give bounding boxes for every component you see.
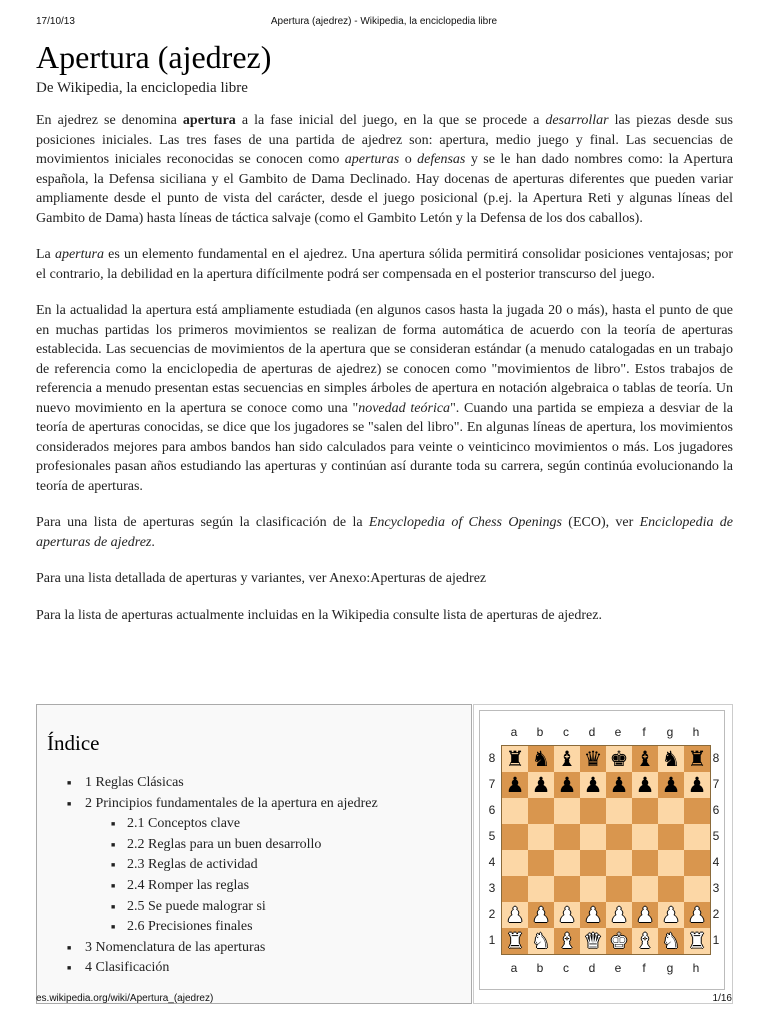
rank-label: 4 (712, 855, 720, 869)
board-square (580, 824, 606, 850)
file-label: d (588, 725, 596, 739)
file-label: g (666, 725, 674, 739)
print-footer (36, 993, 732, 1007)
rank-label: 5 (712, 829, 720, 843)
file-label: b (536, 725, 544, 739)
board-square (606, 824, 632, 850)
paragraph-5 (36, 569, 733, 589)
white-pawn-icon: ♟ (580, 902, 606, 928)
text-run: ". Cuando una partida se empieza a desviar de la teoría de aperturas conocidas, se dice que los jugadores se "salen del libro". En algunas líneas de apertura, los movimientos considerados mejores para ambos bandos han sido calculados para veinte o veinticinco movimientos o más. Los jugadores profesionales pasan años estudiando las aperturas y continúan así durante toda su carrera, según continúa evolucionando la teoría de aperturas. (36, 400, 733, 494)
board-square (580, 876, 606, 902)
toc-item[interactable]: ■ 1 Reglas Clásicas (47, 773, 471, 794)
rank-label: 2 (712, 907, 720, 921)
white-pawn-icon: ♟ (502, 902, 528, 928)
text-run: Para una lista de aperturas según la clasificación de la (36, 515, 369, 530)
file-label: b (536, 961, 544, 975)
text-run: apertura (182, 113, 236, 128)
board-square (658, 850, 684, 876)
file-label: d (588, 961, 596, 975)
toc-heading: Índice (47, 731, 100, 755)
black-knight-icon: ♞ (528, 746, 554, 772)
paragraph-2 (36, 245, 733, 284)
board-square (658, 798, 684, 824)
file-label: c (563, 725, 569, 739)
board-square (528, 850, 554, 876)
black-bishop-icon: ♝ (554, 746, 580, 772)
paragraph-6 (36, 606, 733, 626)
board-square (632, 798, 658, 824)
rank-label: 4 (488, 855, 496, 869)
black-pawn-icon: ♟ (606, 772, 632, 798)
white-pawn-icon: ♟ (528, 902, 554, 928)
board-square (606, 876, 632, 902)
paragraph-1 (36, 111, 733, 228)
file-label: h (692, 725, 700, 739)
white-rook-icon: ♜ (684, 928, 710, 954)
white-bishop-icon: ♝ (632, 928, 658, 954)
board-square (684, 824, 710, 850)
board-square (502, 798, 528, 824)
file-label: e (614, 725, 622, 739)
white-queen-icon: ♛ (580, 928, 606, 954)
board-square (684, 876, 710, 902)
board-square (554, 850, 580, 876)
rank-label: 7 (712, 777, 720, 791)
print-page-title: Apertura (ajedrez) - Wikipedia, la enciclopedia libre (270, 16, 498, 27)
black-pawn-icon: ♟ (580, 772, 606, 798)
rank-label: 6 (712, 803, 720, 817)
text-run: (ECO), ver (561, 515, 640, 530)
rank-labels-left (485, 745, 499, 953)
file-label: h (692, 961, 700, 975)
board-square (528, 824, 554, 850)
board-square (502, 876, 528, 902)
text-run: apertura (54, 247, 104, 262)
black-pawn-icon: ♟ (554, 772, 580, 798)
white-pawn-icon: ♟ (684, 902, 710, 928)
page-subtitle: De Wikipedia, la enciclopedia libre (36, 80, 248, 96)
text-run: En la actualidad la apertura está ampliamente estudiada (en algunos casos hasta la jugada 20 o más), hasta el punto de que en muchas partidas los primeros movimientos se realizan de forma automática de acuerdo con la teoría de aperturas establecida. Las secuencias de movimientos de la apertura que se consideran estándar (a menudo catalogadas en un trabajo de referencia como la enciclopedia de aperturas de ajedrez) se conocen como "movimientos de libro". Estos trabajos de referencia a menudo presentan estas secuencias en simples árboles de apertura en notación algebraica o tablas de teoría. Un nuevo movimiento en la apertura se conoce como una " (36, 303, 733, 416)
article (36, 36, 733, 642)
text-run: . (151, 534, 155, 550)
rank-label: 6 (488, 803, 496, 817)
file-labels-bottom (501, 961, 709, 979)
black-queen-icon: ♛ (580, 746, 606, 772)
print-header (36, 16, 732, 30)
text-run: es un elemento fundamental en el ajedrez. Una apertura sólida permitirá consolidar posiciones ventajosas; por el contrario, la debilidad en la apertura difícilmente podrá ser compensada en el posterior transcurso del juego. (36, 247, 733, 282)
toc-item[interactable]: ■ 2.6 Precisiones finales (47, 917, 471, 938)
file-label: f (642, 725, 646, 739)
white-pawn-icon: ♟ (606, 902, 632, 928)
board-square (632, 850, 658, 876)
print-url: es.wikipedia.org/wiki/Apertura_(ajedrez) (36, 993, 214, 1004)
table-of-contents (36, 704, 472, 1004)
rank-label: 1 (712, 933, 720, 947)
paragraph-4 (36, 513, 733, 552)
board-square (580, 850, 606, 876)
black-king-icon: ♚ (606, 746, 632, 772)
black-pawn-icon: ♟ (528, 772, 554, 798)
toc-item[interactable]: ■ 2.2 Reglas para un buen desarrollo (47, 835, 471, 856)
board-square (502, 824, 528, 850)
board-square (606, 850, 632, 876)
text-run: las piezas desde sus posiciones iniciales. Las tres fases de una partida de ajedrez son: apertura, medio juego y final. Las secuencias de movimientos iniciales reconocidas se conocen como (36, 113, 734, 167)
board-grid (501, 745, 711, 955)
toc-list (47, 773, 471, 979)
toc-item[interactable]: ■ 4 Clasificación (47, 958, 471, 979)
board-square (658, 824, 684, 850)
rank-label: 7 (488, 777, 496, 791)
board-square (684, 850, 710, 876)
board-square (632, 824, 658, 850)
black-knight-icon: ♞ (658, 746, 684, 772)
black-bishop-icon: ♝ (632, 746, 658, 772)
rank-label: 8 (488, 751, 496, 765)
board-square (684, 798, 710, 824)
board-square (554, 824, 580, 850)
white-king-icon: ♚ (606, 928, 632, 954)
rank-label: 3 (712, 881, 720, 895)
file-label: a (510, 961, 518, 975)
board-square (502, 850, 528, 876)
rank-label: 5 (488, 829, 496, 843)
white-bishop-icon: ♝ (554, 928, 580, 954)
page-counter: 1/16 (712, 993, 732, 1004)
board-square (658, 876, 684, 902)
file-label: c (563, 961, 569, 975)
chessboard (479, 710, 725, 990)
text-run: a la fase inicial del juego, en la que se procede a (235, 113, 546, 128)
board-square (632, 876, 658, 902)
rank-label: 8 (712, 751, 720, 765)
paragraph-3 (36, 301, 733, 496)
black-pawn-icon: ♟ (658, 772, 684, 798)
file-label: f (642, 961, 646, 975)
rank-labels-right (709, 745, 723, 953)
file-label: e (614, 961, 622, 975)
file-labels-top (501, 725, 709, 743)
file-label: a (510, 725, 518, 739)
toc-item[interactable]: ■ 2.5 Se puede malograr si (47, 897, 471, 918)
white-knight-icon: ♞ (658, 928, 684, 954)
black-pawn-icon: ♟ (632, 772, 658, 798)
text-run: desarrollar (545, 113, 609, 128)
board-square (528, 876, 554, 902)
board-square (580, 798, 606, 824)
text-run: o (399, 152, 418, 167)
toc-item[interactable]: ■ 2 Principios fundamentales de la apertura en ajedrez (47, 794, 471, 815)
toc-item[interactable]: ■ 2.4 Romper las reglas (47, 876, 471, 897)
print-date: 17/10/13 (36, 16, 75, 27)
board-square (554, 876, 580, 902)
black-rook-icon: ♜ (502, 746, 528, 772)
rank-label: 3 (488, 881, 496, 895)
board-square (528, 798, 554, 824)
text-run: En ajedrez se denomina (36, 113, 183, 128)
text-run: defensas (417, 152, 466, 167)
bottom-area (36, 704, 733, 988)
white-knight-icon: ♞ (528, 928, 554, 954)
text-run: Encyclopedia of Chess Openings (368, 515, 562, 530)
text-run: Para la lista de aperturas actualmente incluidas en la Wikipedia consulte lista de aperturas de ajedrez. (36, 607, 602, 623)
toc-item[interactable]: ■ 2.3 Reglas de actividad (47, 855, 471, 876)
file-label: g (666, 961, 674, 975)
page-title: Apertura (ajedrez) (36, 39, 272, 75)
white-pawn-icon: ♟ (632, 902, 658, 928)
board-square (554, 798, 580, 824)
white-pawn-icon: ♟ (658, 902, 684, 928)
toc-item[interactable]: ■ 3 Nomenclatura de las aperturas (47, 938, 471, 959)
text-run: Para una lista detallada de aperturas y variantes, ver Anexo:Aperturas de ajedrez (36, 571, 487, 586)
text-run: y se le han dado nombres como: la Apertura española, la Defensa siciliana y el Gambito de Dama Declinado. Hay docenas de aperturas diferentes que pueden variar ampliamente desde el punto de vista del carácter, desde el juego posicional (p.ej. la Apertura Reti y algunas líneas del Gambito de Dama) hasta líneas de táctica salvaje (como el Gambito Letón y la Defensa de los dos caballos). (36, 152, 733, 226)
toc-item[interactable]: ■ 2.1 Conceptos clave (47, 814, 471, 835)
black-pawn-icon: ♟ (502, 772, 528, 798)
black-pawn-icon: ♟ (684, 772, 710, 798)
white-rook-icon: ♜ (502, 928, 528, 954)
rank-label: 1 (488, 933, 496, 947)
text-run: aperturas (344, 152, 400, 167)
board-square (606, 798, 632, 824)
chessboard-figure (473, 704, 733, 1004)
text-run: La (36, 247, 55, 262)
text-run: Enciclopedia de aperturas de ajedrez (36, 515, 734, 550)
white-pawn-icon: ♟ (554, 902, 580, 928)
rank-label: 2 (488, 907, 496, 921)
black-rook-icon: ♜ (684, 746, 710, 772)
text-run: novedad teórica (358, 400, 451, 416)
